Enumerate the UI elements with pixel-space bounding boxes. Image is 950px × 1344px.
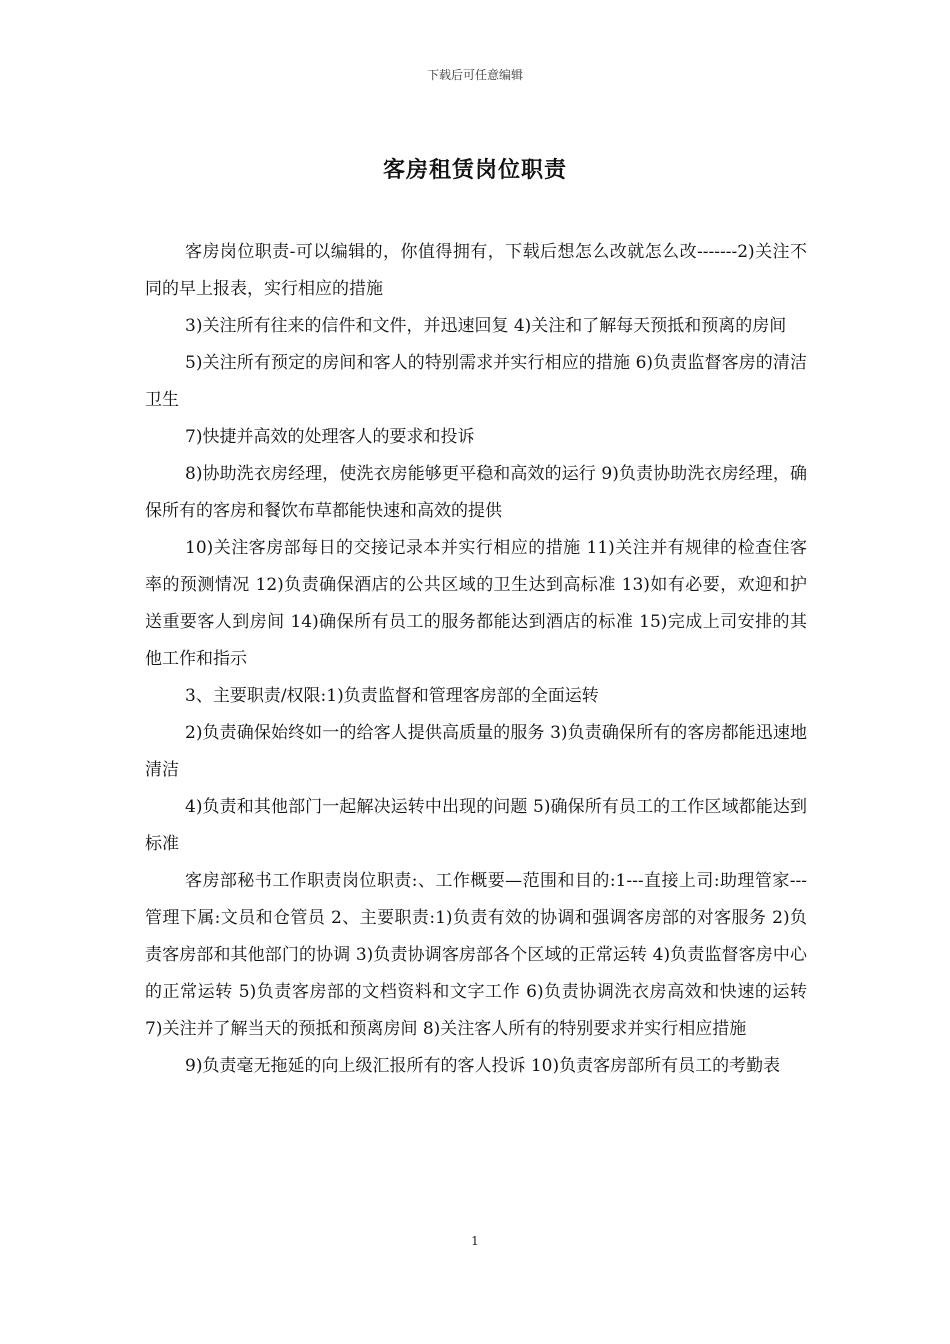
body-paragraph: 客房部秘书工作职责岗位职责:、工作概要—范围和目的:1---直接上司:助理管家---管理下属:文员和仓管员 2、主要职责:1)负责有效的协调和强调客房部的对客服务 2)负责客房部和其他部门的协调 3)负责协调客房部各个区域的正常运转 4)负责监督客房中心的正常运转 5)负责客房部的文档资料和文字工作 6)负责协调洗衣房高效和快速的运转 7)关注并了解当天的预抵和预离房间 8)关注客人所有的特别要求并实行相应措施 — [145, 871, 807, 1039]
body-paragraph: 3)关注所有往来的信件和文件，并迅速回复 4)关注和了解每天预抵和预离的房间 — [185, 316, 787, 336]
body-paragraph: 4)负责和其他部门一起解决运转中出现的问题 5)确保所有员工的工作区域都能达到标准 — [145, 797, 807, 854]
body-paragraph: 客房岗位职责-可以编辑的，你值得拥有，下载后想怎么改就怎么改-------2)关注不同的早上报表，实行相应的措施 — [145, 242, 807, 299]
body-paragraph: 2)负责确保始终如一的给客人提供高质量的服务 3)负责确保所有的客房都能迅速地清洁 — [145, 723, 807, 780]
body-paragraph: 9)负责毫无拖延的向上级汇报所有的客人投诉 10)负责客房部所有员工的考勤表 — [185, 1056, 781, 1076]
body-paragraph: 3、主要职责/权限:1)负责监督和管理客房部的全面运转 — [185, 686, 599, 706]
document-body — [145, 234, 807, 1085]
document-title: 客房租赁岗位职责 — [382, 157, 567, 183]
page-number: 1 — [471, 1234, 479, 1248]
body-paragraph: 8)协助洗衣房经理，使洗衣房能够更平稳和高效的运行 9)负责协助洗衣房经理，确保所有的客房和餐饮布草都能快速和高效的提供 — [145, 464, 807, 521]
body-paragraph: 10)关注客房部每日的交接记录本并实行相应的措施 11)关注并有规律的检查住客率的预测情况 12)负责确保酒店的公共区域的卫生达到高标准 13)如有必要，欢迎和护送重要客人到房间 14)确保所有员工的服务都能达到酒店的标准 15)完成上司安排的其他工作和指示 — [145, 538, 807, 669]
body-paragraph: 7)快捷并高效的处理客人的要求和投诉 — [185, 427, 475, 447]
page-header-note: 下载后可任意编辑 — [426, 68, 523, 82]
body-paragraph: 5)关注所有预定的房间和客人的特别需求并实行相应的措施 6)负责监督客房的清洁卫生 — [145, 353, 807, 410]
